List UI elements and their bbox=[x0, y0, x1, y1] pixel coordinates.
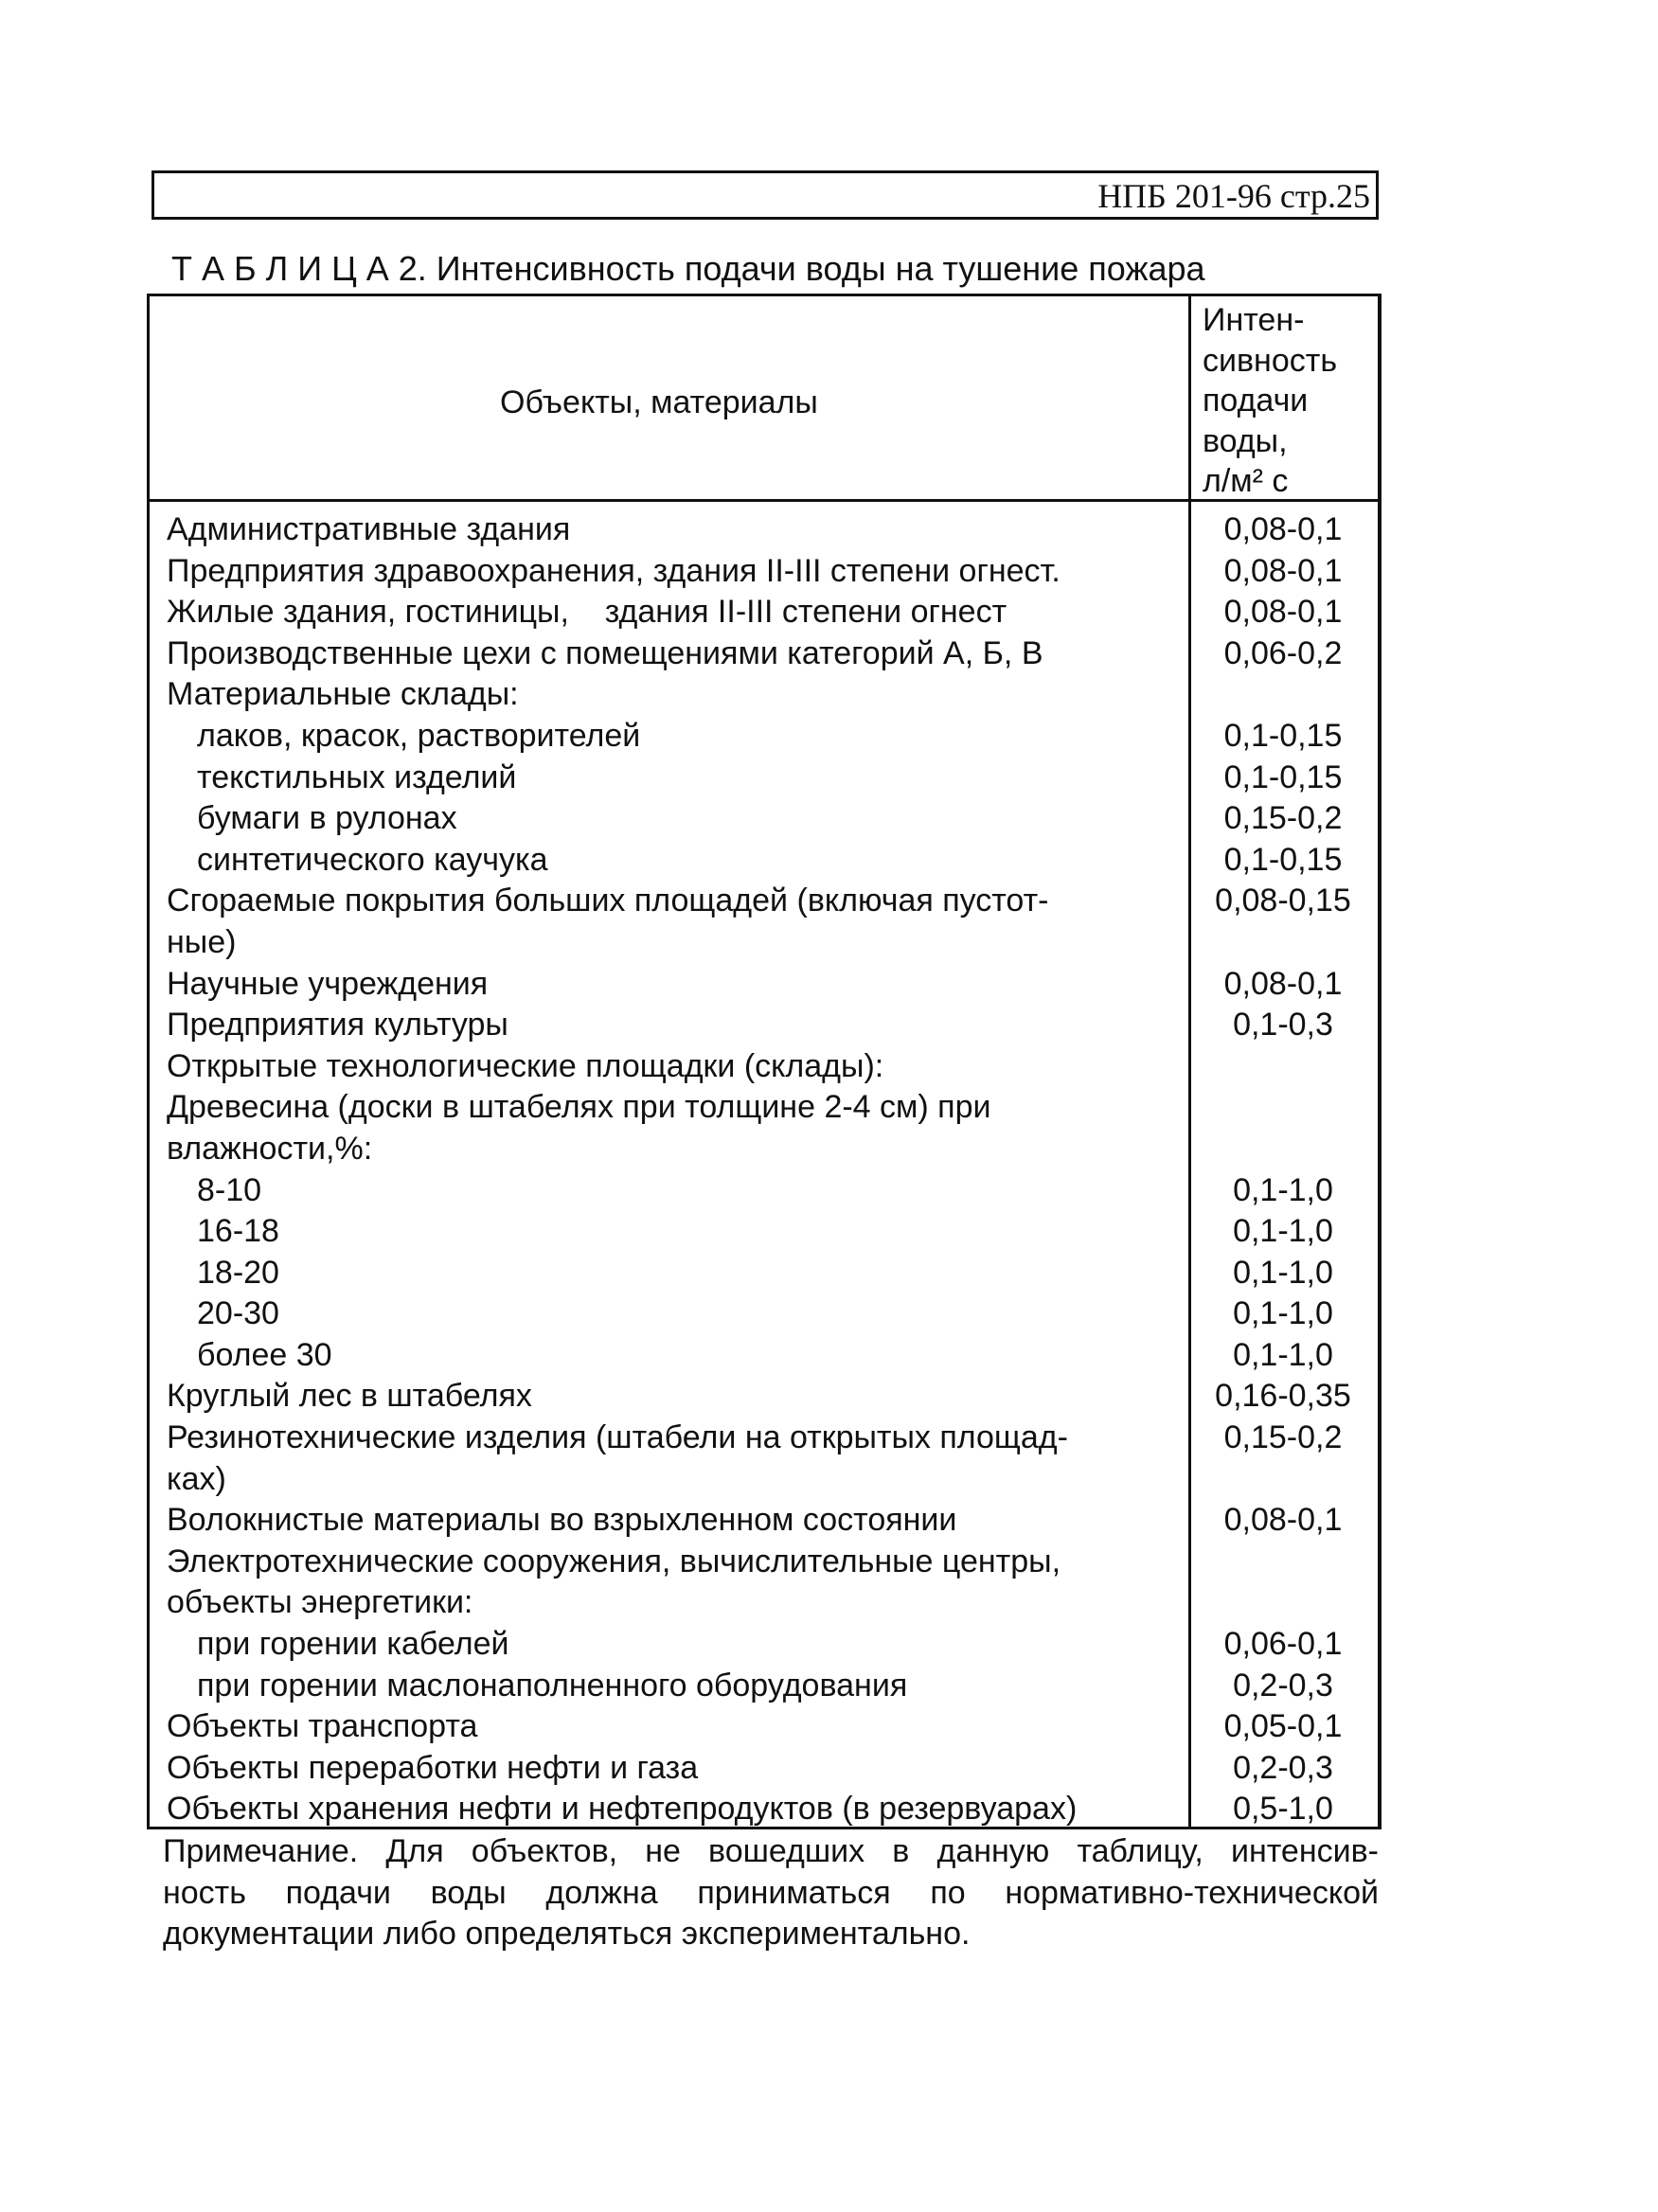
row-object-name-line: влажности,%: bbox=[167, 1130, 373, 1167]
row-object-name bbox=[167, 633, 1180, 675]
row-object-name bbox=[197, 1293, 1210, 1335]
row-object-name bbox=[167, 1046, 1180, 1088]
note-line: Примечание. Для объектов, не вошедших в данную таблицу, интенсив- bbox=[163, 1833, 1379, 1869]
note-line: ность подачи воды должна приниматься по нормативно-технической bbox=[163, 1874, 1379, 1911]
row-object-name bbox=[197, 716, 1210, 758]
row-object-name bbox=[167, 1789, 1180, 1830]
row-object-name-line: синтетического каучука bbox=[197, 841, 548, 878]
row-intensity-value: 0,08-0,1 bbox=[1223, 1502, 1343, 1539]
table-row bbox=[150, 592, 1378, 633]
row-object-name-line: Сгораемые покрытия больших площадей (включая пустот- bbox=[167, 883, 1049, 919]
row-intensity-value: 0,15-0,2 bbox=[1223, 800, 1343, 837]
row-object-name-line: Электротехнические сооружения, вычислительные центры, bbox=[167, 1543, 1061, 1579]
row-object-name-line: 18-20 bbox=[197, 1254, 279, 1291]
row-object-name-line: Административные здания bbox=[167, 511, 571, 547]
table-row bbox=[150, 964, 1378, 1006]
row-intensity-value: 0,15-0,2 bbox=[1223, 1419, 1343, 1456]
row-intensity-value: 0,06-0,2 bbox=[1223, 634, 1343, 671]
table-row bbox=[150, 758, 1378, 799]
row-object-name bbox=[167, 1418, 1180, 1500]
table-row bbox=[150, 1418, 1378, 1500]
row-object-name bbox=[167, 881, 1180, 963]
table-row bbox=[150, 674, 1378, 716]
row-object-name-line: Научные учреждения bbox=[167, 965, 489, 1002]
row-object-name bbox=[167, 1005, 1180, 1046]
table-row bbox=[150, 1170, 1378, 1212]
row-intensity-value: 0,1-1,0 bbox=[1233, 1254, 1333, 1291]
row-object-name-line: Круглый лес в штабелях bbox=[167, 1378, 532, 1415]
row-intensity-value: 0,1-0,15 bbox=[1223, 717, 1343, 754]
table-body bbox=[150, 509, 1378, 1830]
row-intensity-value: 0,08-0,1 bbox=[1223, 965, 1343, 1002]
row-object-name-line: Предприятия здравоохранения, здания II-III степени огнест. bbox=[167, 552, 1061, 589]
row-object-name-line: Производственные цехи с помещениями категорий А, Б, В bbox=[167, 634, 1043, 671]
row-intensity-value: 0,2-0,3 bbox=[1233, 1749, 1333, 1786]
row-intensity-value: 0,1-1,0 bbox=[1233, 1171, 1333, 1208]
row-intensity-value: 0,08-0,1 bbox=[1223, 552, 1343, 589]
column-header-intensity-line: Интен- bbox=[1203, 302, 1305, 338]
row-object-name bbox=[197, 1624, 1210, 1666]
row-intensity-value: 0,16-0,35 bbox=[1215, 1378, 1351, 1415]
table-row bbox=[150, 1087, 1378, 1169]
column-header-intensity-line: л/м² с bbox=[1203, 463, 1289, 499]
table-row bbox=[150, 1624, 1378, 1666]
row-object-name bbox=[167, 1087, 1180, 1169]
table-row bbox=[150, 1253, 1378, 1294]
page-header-box bbox=[152, 170, 1379, 220]
table-row bbox=[150, 1789, 1378, 1830]
note-line: документации либо определяться экспериментально. bbox=[163, 1916, 971, 1953]
table-row bbox=[150, 1542, 1378, 1624]
row-object-name-line: при горении кабелей bbox=[197, 1626, 509, 1663]
row-intensity-value: 0,1-1,0 bbox=[1233, 1213, 1333, 1250]
table-row bbox=[150, 1706, 1378, 1748]
row-object-name-line: ках) bbox=[167, 1460, 226, 1497]
row-object-name-line: Волокнистые материалы во взрыхленном состоянии bbox=[167, 1502, 957, 1539]
document-reference: НПБ 201-96 стр.25 bbox=[1097, 177, 1370, 215]
row-object-name-line: 16-18 bbox=[197, 1213, 279, 1250]
row-object-name-line: Древесина (доски в штабелях при толщине 2-4 см) при bbox=[167, 1089, 991, 1126]
table-row bbox=[150, 1748, 1378, 1790]
column-header-intensity bbox=[1203, 300, 1373, 502]
column-header-objects: Объекты, материалы bbox=[500, 384, 818, 420]
row-intensity-value: 0,1-0,15 bbox=[1223, 841, 1343, 878]
table-title: Т А Б Л И Ц А 2. Интенсивность подачи воды на тушение пожара bbox=[171, 249, 1205, 288]
row-object-name bbox=[167, 551, 1180, 593]
table-row bbox=[150, 551, 1378, 593]
column-header-intensity-line: сивность bbox=[1203, 342, 1338, 379]
row-object-name bbox=[197, 1211, 1210, 1253]
row-intensity-value: 0,1-1,0 bbox=[1233, 1295, 1333, 1332]
table-row bbox=[150, 633, 1378, 675]
row-object-name-line: Объекты хранения нефти и нефтепродуктов (в резервуарах) bbox=[167, 1791, 1078, 1828]
row-object-name-line: Резинотехнические изделия (штабели на открытых площад- bbox=[167, 1419, 1068, 1456]
intensity-table bbox=[147, 294, 1382, 1829]
row-intensity-value: 0,06-0,1 bbox=[1223, 1626, 1343, 1663]
row-object-name-line: Объекты транспорта bbox=[167, 1708, 478, 1745]
table-row bbox=[150, 509, 1378, 551]
table-row bbox=[150, 840, 1378, 882]
row-object-name-line: бумаги в рулонах bbox=[197, 800, 457, 837]
row-object-name-line: Открытые технологические площадки (склады): bbox=[167, 1047, 884, 1084]
row-intensity-value: 0,05-0,1 bbox=[1223, 1708, 1343, 1745]
row-object-name bbox=[167, 964, 1180, 1006]
column-header-intensity-line: воды, bbox=[1203, 422, 1288, 459]
header-divider bbox=[150, 499, 1378, 502]
row-object-name-line: более 30 bbox=[197, 1336, 332, 1373]
row-object-name bbox=[197, 1253, 1210, 1294]
row-object-name-line: объекты энергетики: bbox=[167, 1584, 473, 1621]
table-row bbox=[150, 1376, 1378, 1418]
row-object-name-line: 20-30 bbox=[197, 1295, 279, 1332]
table-row bbox=[150, 1500, 1378, 1542]
column-header-intensity-line: подачи bbox=[1203, 383, 1309, 419]
table-row bbox=[150, 716, 1378, 758]
row-intensity-value: 0,1-0,3 bbox=[1233, 1007, 1333, 1044]
row-intensity-value: 0,08-0,15 bbox=[1215, 883, 1351, 919]
row-intensity-value: 0,2-0,3 bbox=[1233, 1667, 1333, 1704]
row-object-name-line: при горении маслонаполненного оборудования bbox=[197, 1667, 908, 1704]
row-object-name-line: 8-10 bbox=[197, 1171, 262, 1208]
row-object-name-line: текстильных изделий bbox=[197, 758, 517, 795]
table-row bbox=[150, 1046, 1378, 1088]
row-object-name-line: Предприятия культуры bbox=[167, 1007, 508, 1044]
row-object-name bbox=[167, 1376, 1180, 1418]
row-object-name-line: ные) bbox=[167, 923, 237, 960]
table-note bbox=[163, 1831, 1379, 1955]
row-object-name-line: Объекты переработки нефти и газа bbox=[167, 1749, 699, 1786]
table-row bbox=[150, 1005, 1378, 1046]
row-object-name-line: Жилые здания, гостиницы, здания II-III степени огнест bbox=[167, 594, 1007, 631]
row-intensity-value: 0,1-1,0 bbox=[1233, 1336, 1333, 1373]
row-object-name bbox=[197, 1666, 1210, 1707]
row-object-name bbox=[167, 1748, 1180, 1790]
table-row bbox=[150, 1211, 1378, 1253]
row-object-name bbox=[167, 592, 1180, 633]
row-object-name-line: лаков, красок, растворителей bbox=[197, 717, 641, 754]
row-object-name bbox=[167, 1706, 1180, 1748]
table-row bbox=[150, 798, 1378, 840]
table-row bbox=[150, 1666, 1378, 1707]
row-object-name bbox=[197, 1170, 1210, 1212]
row-object-name bbox=[197, 758, 1210, 799]
row-object-name bbox=[167, 674, 1180, 716]
row-intensity-value: 0,1-0,15 bbox=[1223, 758, 1343, 795]
table-row bbox=[150, 881, 1378, 963]
table-row bbox=[150, 1335, 1378, 1377]
row-object-name bbox=[197, 798, 1210, 840]
row-object-name bbox=[167, 509, 1180, 551]
row-object-name bbox=[197, 840, 1210, 882]
row-intensity-value: 0,08-0,1 bbox=[1223, 594, 1343, 631]
row-intensity-value: 0,5-1,0 bbox=[1233, 1791, 1333, 1828]
row-object-name bbox=[197, 1335, 1210, 1377]
row-object-name bbox=[167, 1542, 1180, 1624]
row-object-name-line: Материальные склады: bbox=[167, 676, 519, 713]
row-intensity-value: 0,08-0,1 bbox=[1223, 511, 1343, 547]
row-object-name bbox=[167, 1500, 1180, 1542]
table-row bbox=[150, 1293, 1378, 1335]
